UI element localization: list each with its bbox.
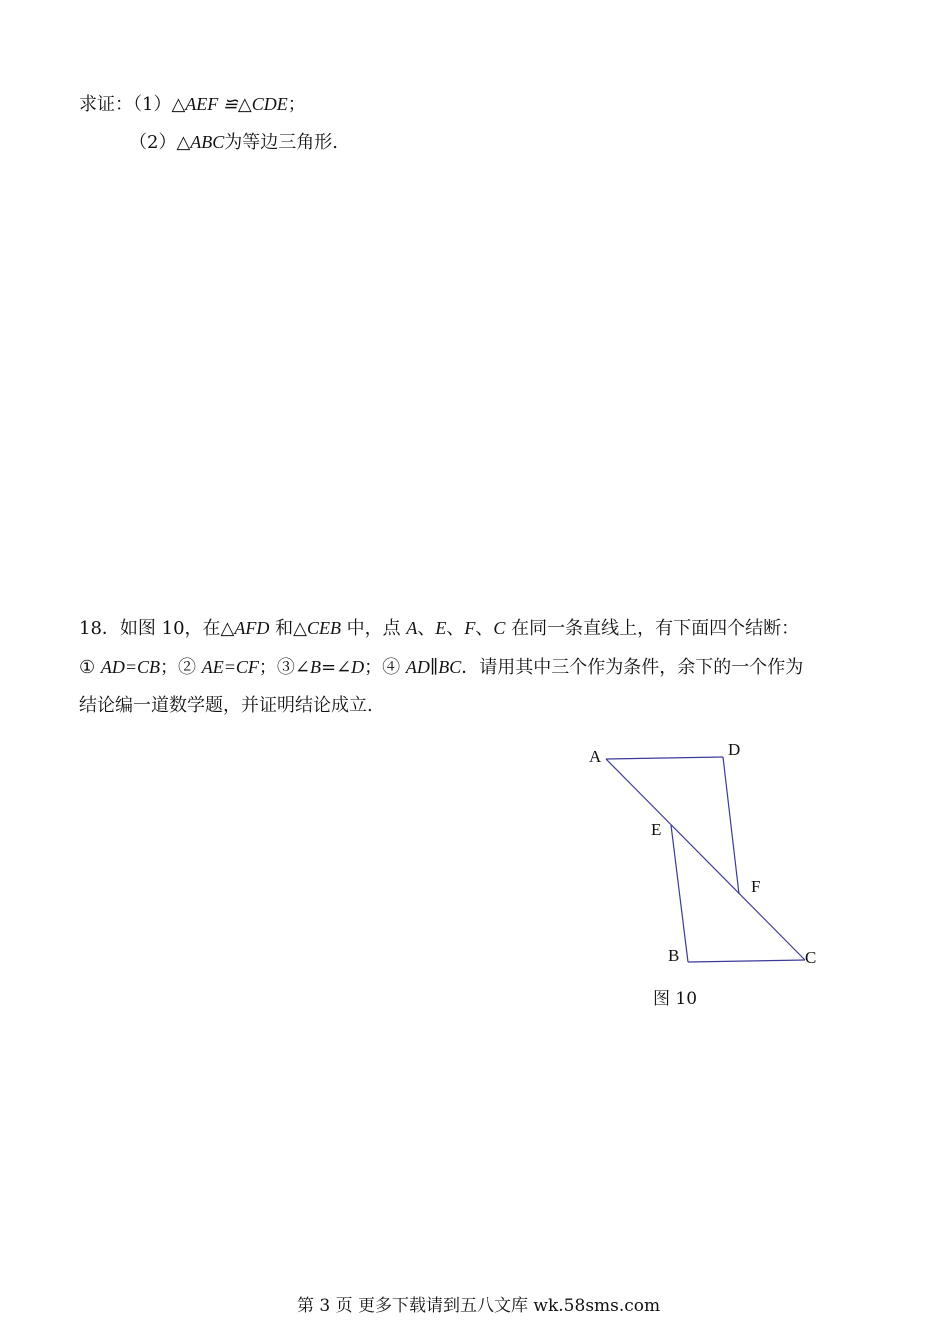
math-e: E: [435, 618, 447, 638]
part2-expression: △ABC: [176, 132, 225, 152]
proof-prefix: 求证：: [79, 94, 133, 115]
part2-end: 为等边三角形.: [224, 132, 339, 153]
math-a: A: [406, 618, 418, 638]
segment-ac: [606, 759, 805, 960]
segment-eb: [671, 825, 688, 962]
segment-df: [723, 757, 739, 894]
math-afd: AFD: [234, 618, 270, 638]
part1-number: （1）: [133, 94, 172, 115]
text: 在同一条直线上，有下面四个结断：: [505, 618, 800, 639]
page-footer: 第 3 页 更多下载请到五八文库 wk.58sms.com: [297, 1296, 661, 1316]
label-f: F: [751, 877, 761, 896]
text: ．请用其中三个作为条件，余下的一个作为: [461, 657, 804, 678]
condition-4: AD∥BC: [405, 657, 462, 677]
label-c: C: [805, 948, 817, 967]
text: ；④: [364, 657, 406, 678]
math-b: B: [309, 657, 321, 677]
problem18-line-3: 结论编一道数学题，并证明结论成立.: [79, 695, 373, 716]
condition-1: AD=CB: [100, 657, 161, 677]
math-d: D: [351, 657, 365, 677]
part1-expression: △AEF ≌△CDE: [171, 94, 288, 114]
figure-caption: 图 10: [653, 989, 698, 1009]
label-d: D: [728, 740, 741, 759]
label-b: B: [668, 946, 680, 965]
text: 18．如图 10，在△: [79, 618, 235, 639]
part1-end: ；: [287, 94, 306, 115]
text: 、: [446, 618, 465, 639]
text: ；②: [160, 657, 202, 678]
part2-number: （2）: [129, 132, 177, 153]
math-f: F: [464, 618, 476, 638]
text: 中，点: [340, 618, 407, 639]
text: 和△: [269, 618, 307, 639]
text: 、: [475, 618, 494, 639]
condition-2: AE=CF: [201, 657, 259, 677]
segment-bc: [688, 960, 805, 962]
label-e: E: [651, 820, 662, 839]
text: 、: [417, 618, 436, 639]
label-a: A: [589, 747, 602, 766]
segment-ad: [606, 757, 723, 759]
text: ；③∠: [258, 657, 310, 678]
text: ①: [79, 657, 101, 678]
math-c: C: [493, 618, 506, 638]
math-ceb: CEB: [306, 618, 341, 638]
text: =∠: [320, 657, 352, 678]
